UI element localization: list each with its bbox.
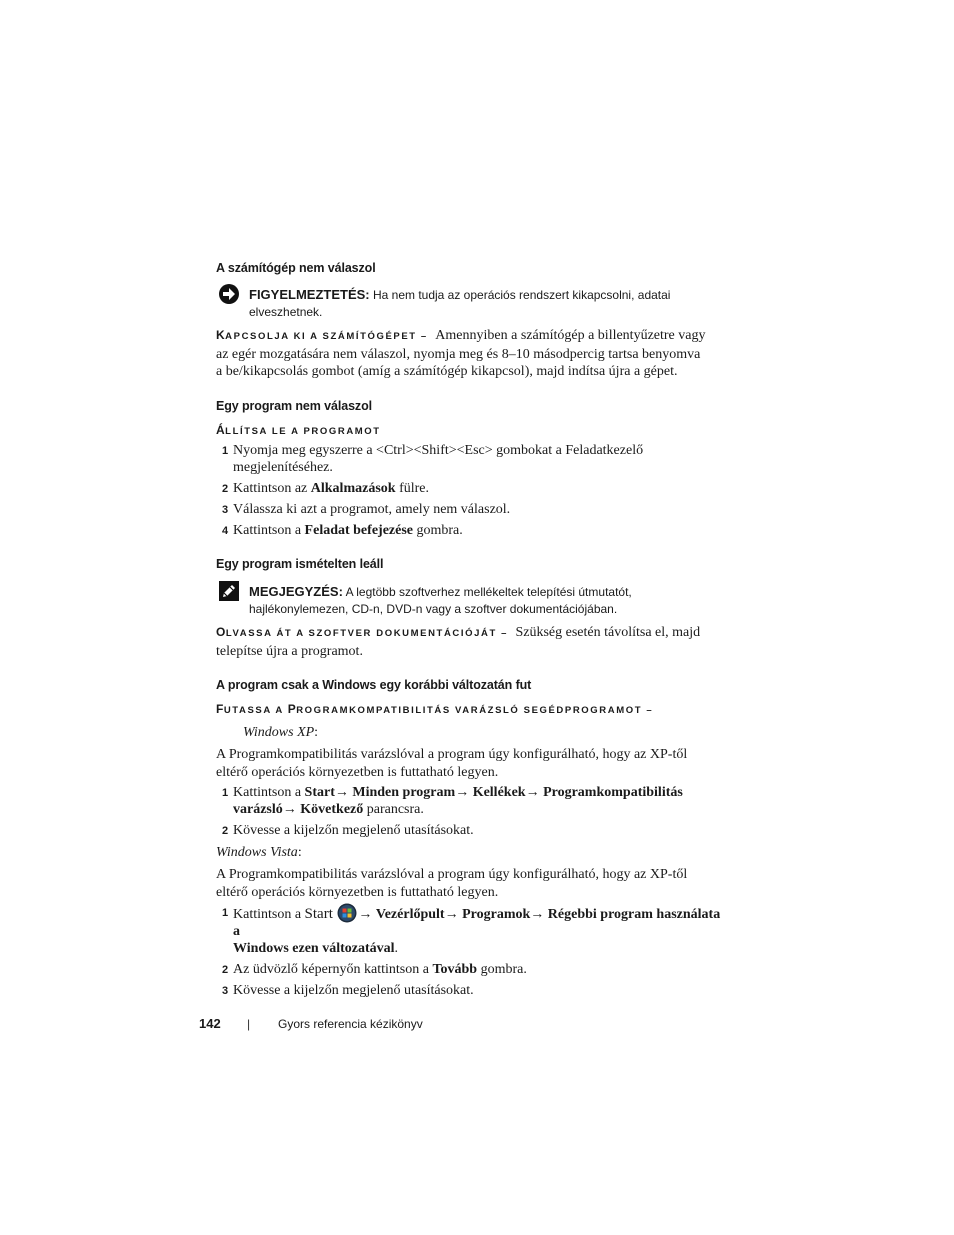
footer-separator: | bbox=[247, 1017, 251, 1031]
page-number: 142 bbox=[199, 1016, 221, 1031]
note-pencil-icon bbox=[218, 580, 240, 602]
lead-in-read-docs: OLVASSA ÁT A SZOFTVER DOKUMENTÁCIÓJÁT – bbox=[216, 625, 508, 639]
windows-vista-label: Windows Vista: bbox=[216, 845, 302, 860]
lead-in-power-off: KAPCSOLJA KI A SZÁMÍTÓGÉPET – bbox=[216, 328, 428, 342]
heading-program-crashes: Egy program ismételten leáll bbox=[216, 557, 384, 571]
footer-title: Gyors referencia kézikönyv bbox=[278, 1017, 423, 1031]
paragraph-power-off bbox=[216, 327, 726, 381]
list-item: 3 Kövesse a kijelzőn megjelenő utasításokat. bbox=[222, 983, 474, 998]
para-line-1: Amennyiben a számítógép a billentyűzetre vagy bbox=[435, 328, 706, 343]
para-line-2: az egér mozgatására nem válaszol, nyomja meg és 8–10 másodpercig tartsa benyomva bbox=[216, 346, 701, 362]
paragraph-read-docs: OLVASSA ÁT A SZOFTVER DOKUMENTÁCIÓJÁT – Szükség esetén távolítsa el, majd telepítse újra a programot. bbox=[216, 625, 701, 659]
steps-vista bbox=[222, 903, 727, 999]
list-item: 4 Kattintson a Feladat befejezése gombra. bbox=[222, 523, 463, 538]
warning-text-1: Ha nem tudja az operációs rendszert kikapcsolni, adatai bbox=[372, 288, 671, 302]
steps-xp bbox=[222, 784, 722, 839]
heading-program-not-responding: Egy program nem válaszol bbox=[216, 399, 372, 413]
list-item: 1 Nyomja meg egyszerre a <Ctrl><Shift><Esc> gombokat a Feladatkezelő megjelenítéséhez. bbox=[222, 443, 644, 475]
note-text-2: hajlékonylemezen, CD-n, DVD-n vagy a szoftver dokumentációjában. bbox=[249, 602, 618, 616]
warning-label: FIGYELMEZTETÉS: bbox=[249, 287, 370, 302]
para-line-3: a be/kikapcsolás gombot (amíg a számítógép kikapcsol), majd indítsa újra a gépet. bbox=[216, 364, 678, 379]
list-item: 1 Kattintson a Start→ Minden program→ Kellékek→ Programkompatibilitás varázsló→ Következő parancsra. bbox=[222, 785, 683, 817]
warning-box bbox=[249, 286, 719, 321]
lead-in-compat-wizard: FUTASSA A PROGRAMKOMPATIBILITÁS VARÁZSLÓ SEGÉDPROGRAMOT – bbox=[216, 702, 654, 716]
warning-arrow-icon bbox=[218, 283, 240, 305]
list-item: 2 Az üdvözlő képernyőn kattintson a Tovább gombra. bbox=[222, 962, 527, 977]
note-text-1: A legtöbb szoftverhez mellékeltek telepítési útmutatót, bbox=[345, 585, 632, 599]
xp-paragraph: A Programkompatibilitás varázslóval a program úgy konfigurálható, hogy az XP-től eltérő operációs környezetben is futtatható legyen. bbox=[216, 747, 688, 780]
vista-paragraph: A Programkompatibilitás varázslóval a program úgy konfigurálható, hogy az XP-től eltérő operációs környezetben is futtatható legyen. bbox=[216, 867, 688, 900]
list-item: 1 Kattintson a Start → Vezérlőpult→ Programok→ Régebbi program használata a Windows ezen változatával. bbox=[222, 903, 727, 957]
heading-old-windows: A program csak a Windows egy korábbi változatán fut bbox=[216, 678, 532, 692]
list-item: 2 Kattintson az Alkalmazások fülre. bbox=[222, 481, 429, 496]
steps-stop-program bbox=[222, 442, 722, 539]
windows-start-orb-icon bbox=[337, 903, 357, 923]
lead-in-stop-program: ÁLLÍTSA LE A PROGRAMOT bbox=[216, 423, 381, 437]
warning-text-2: elveszhetnek. bbox=[249, 305, 323, 319]
note-box bbox=[249, 583, 719, 618]
note-label: MEGJEGYZÉS: bbox=[249, 584, 343, 599]
list-item: 3 Válassza ki azt a programot, amely nem válaszol. bbox=[222, 502, 511, 517]
list-item: 2 Kövesse a kijelzőn megjelenő utasításokat. bbox=[222, 823, 474, 838]
heading-computer-not-responding: A számítógép nem válaszol bbox=[216, 261, 376, 275]
windows-xp-label: Windows XP: bbox=[243, 725, 319, 740]
